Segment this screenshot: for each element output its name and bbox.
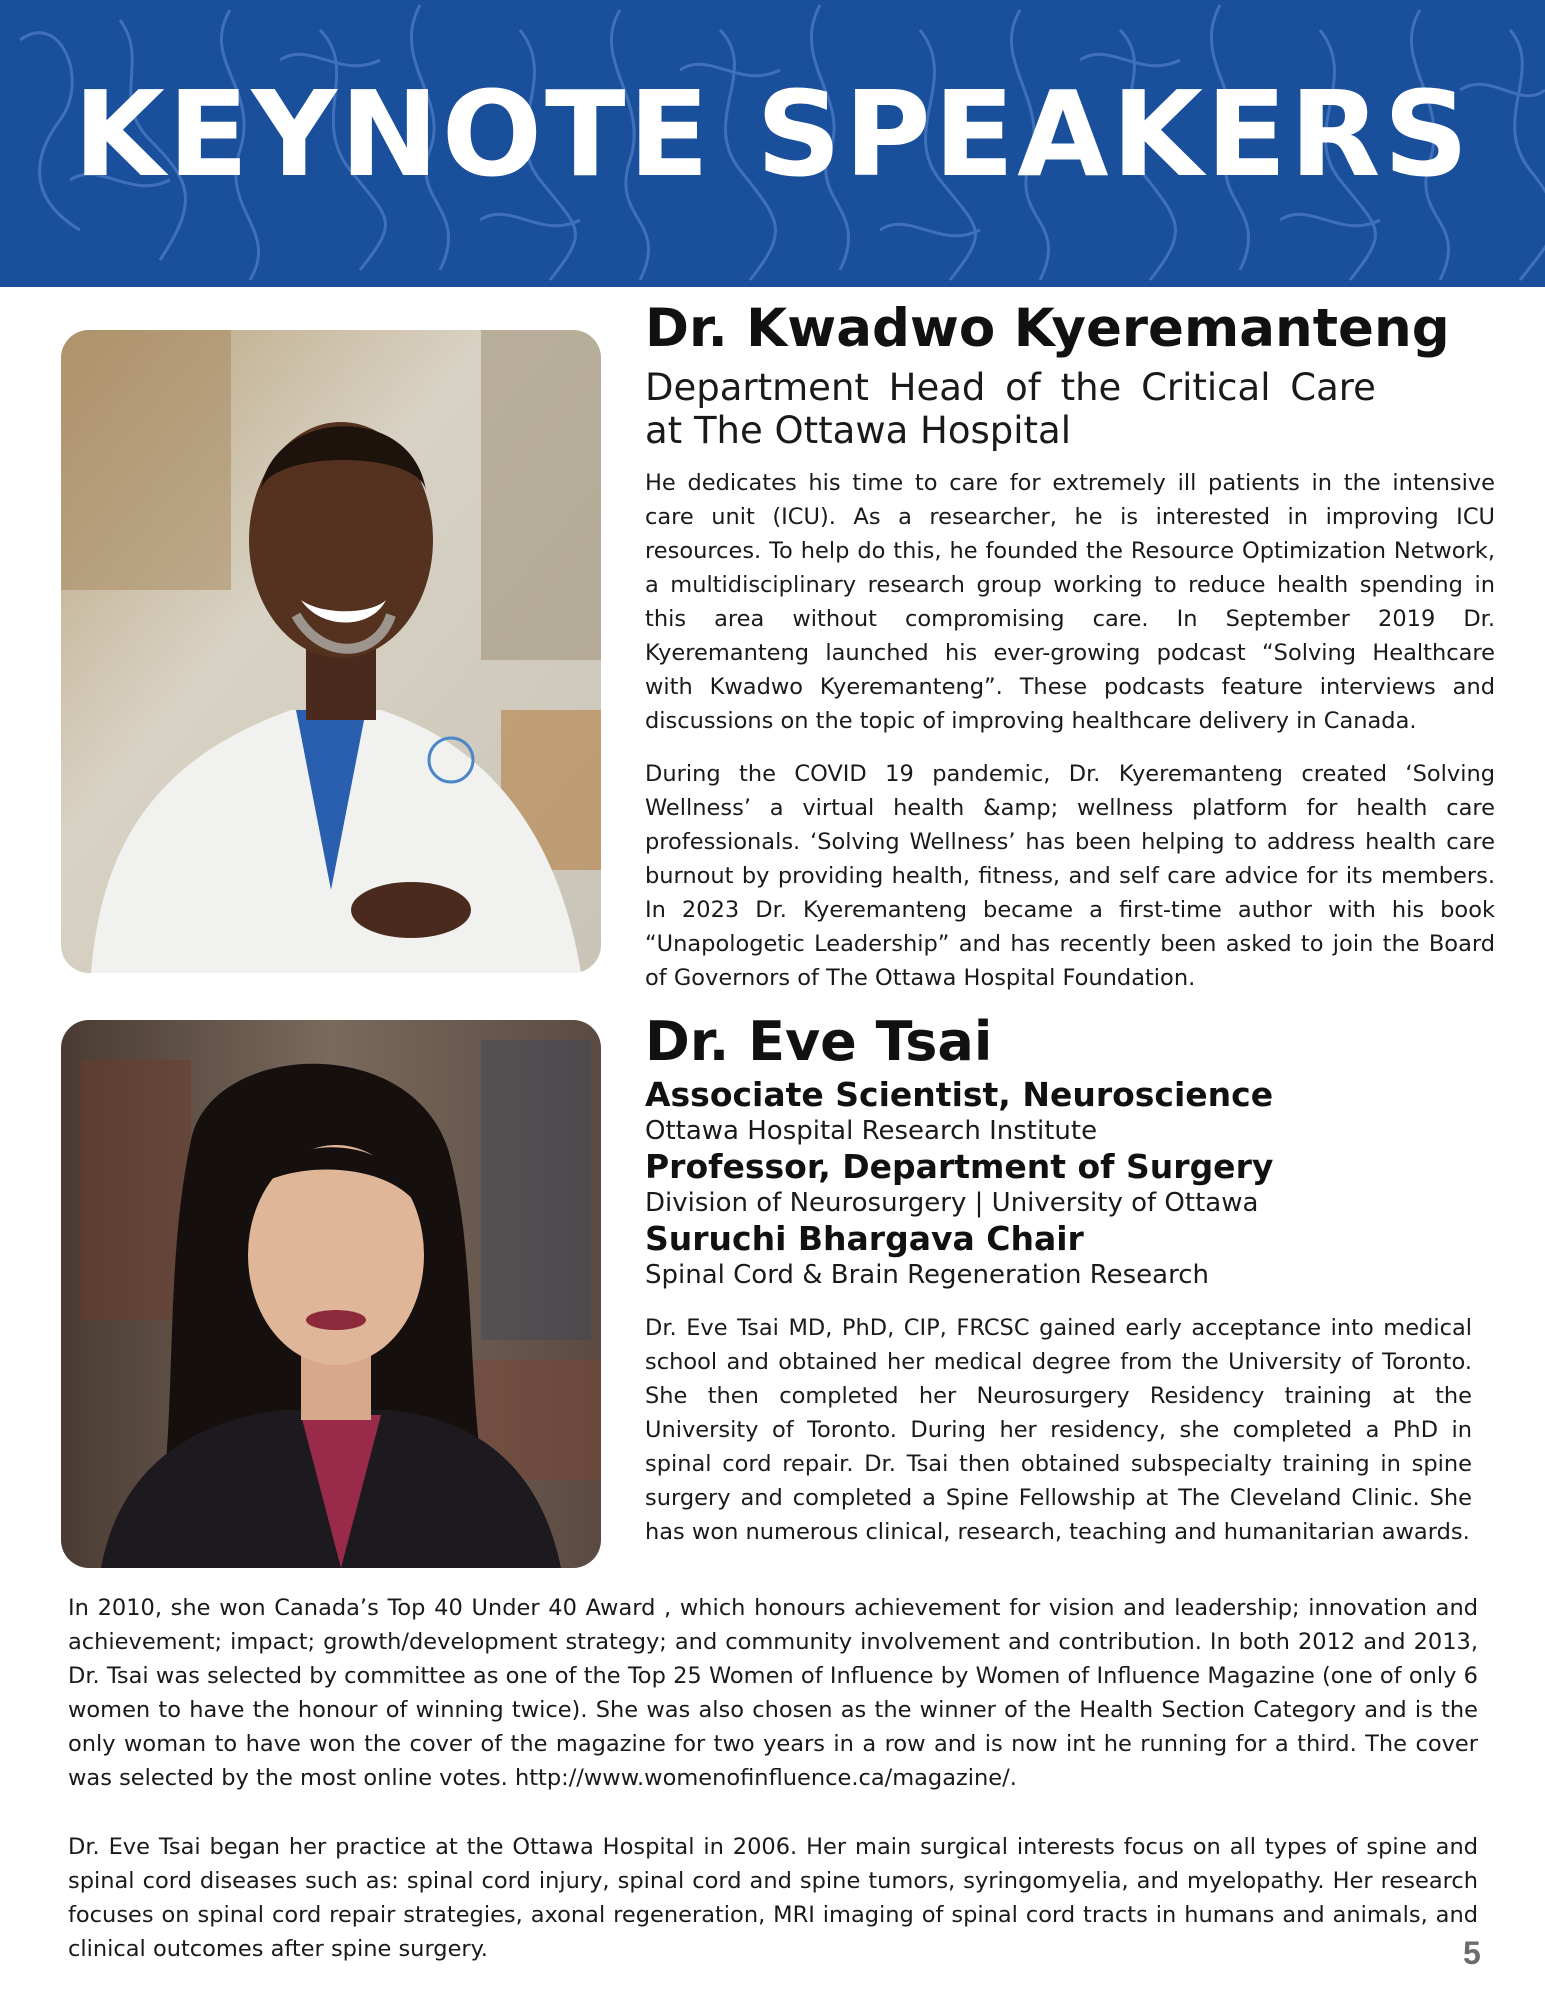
speaker-role-kyeremanteng [645, 366, 1425, 452]
speaker-photo-kyeremanteng [61, 330, 601, 973]
bio-paragraph: In 2010, she won Canada’s Top 40 Under 40 Award , which honours achievement for vision and leadership; innovation and achievement; impact; growth/development strategy; and community involvement and contribution. In both 2012 and 2013, Dr. Tsai was selected by committee as one of the Top 25 Women of Influence by Women of Influence Magazine (one of only 6 women to have the honour of winning twice). She was also chosen as the winner of the Health Section Category and is the only woman to have won the cover of the magazine for two years in a row and is now int he running for a third. The cover was selected by the most online votes. http://www.womenofinfluence.ca/magazine/. [68, 1595, 1478, 1791]
title-heading: Suruchi Bhargava Chair [645, 1219, 1084, 1258]
role-line-1: Department Head of the Critical Care [645, 366, 1376, 409]
speaker-name-tsai: Dr. Eve Tsai [645, 1010, 993, 1073]
title-heading: Professor, Department of Surgery [645, 1147, 1274, 1186]
bio-paragraph: He dedicates his time to care for extremely ill patients in the intensive care unit (ICU). As a researcher, he is interested in improving ICU resources. To help do this, he founded the Resource Optimization Network, a multidisciplinary research group working to reduce health spending in this area without compromising care. In September 2019 Dr. Kyeremanteng launched his ever-growing podcast “Solving Healthcare with Kwadwo Kyeremanteng”. These podcasts feature interviews and discussions on the topic of improving healthcare delivery in Canada. [645, 470, 1495, 734]
title-heading: Associate Scientist, Neuroscience [645, 1075, 1274, 1114]
speaker-titles-tsai [645, 1076, 1495, 1292]
page-number: 5 [1463, 1935, 1481, 1971]
title-organization: Spinal Cord & Brain Regeneration Research [645, 1260, 1209, 1290]
bio-paragraph: Dr. Eve Tsai MD, PhD, CIP, FRCSC gained early acceptance into medical school and obtained her medical degree from the University of Toronto. She then completed her Neurosurgery Residency training at the University of Toronto. During her residency, she completed a PhD in spinal cord repair. Dr. Tsai then obtained subspecialty training in spine surgery and completed a Spine Fellowship at The Cleveland Clinic. She has won numerous clinical, research, teaching and humanitarian awards. [645, 1315, 1472, 1545]
title-organization: Division of Neurosurgery | University of Ottawa [645, 1188, 1259, 1218]
role-line-2: at The Ottawa Hospital [645, 409, 1071, 452]
bio-paragraph: During the COVID 19 pandemic, Dr. Kyeremanteng created ‘Solving Wellness’ a virtual health &amp; wellness platform for health care professionals. ‘Solving Wellness’ has been helping to address health care burnout by providing health, fitness, and self care advice for its members. In 2023 Dr. Kyeremanteng became a first-time author with his book “Unapologetic Leadership” and has recently been asked to join the Board of Governors of The Ottawa Hospital Foundation. [645, 761, 1495, 991]
title-organization: Ottawa Hospital Research Institute [645, 1116, 1098, 1146]
page-title: KEYNOTE SPEAKERS [73, 65, 1472, 203]
speaker-name-kyeremanteng: Dr. Kwadwo Kyeremanteng [645, 298, 1450, 359]
bio-paragraph: Dr. Eve Tsai began her practice at the Ottawa Hospital in 2006. Her main surgical interests focus on all types of spine and spinal cord diseases such as: spinal cord injury, spinal cord and spine tumors, syringomyelia, and myelopathy. Her research focuses on spinal cord repair strategies, axonal regeneration, MRI imaging of spinal cord tracts in humans and animals, and clinical outcomes after spine surgery. [68, 1834, 1478, 1962]
speaker-photo-tsai [61, 1020, 601, 1568]
header-banner [0, 0, 1545, 287]
